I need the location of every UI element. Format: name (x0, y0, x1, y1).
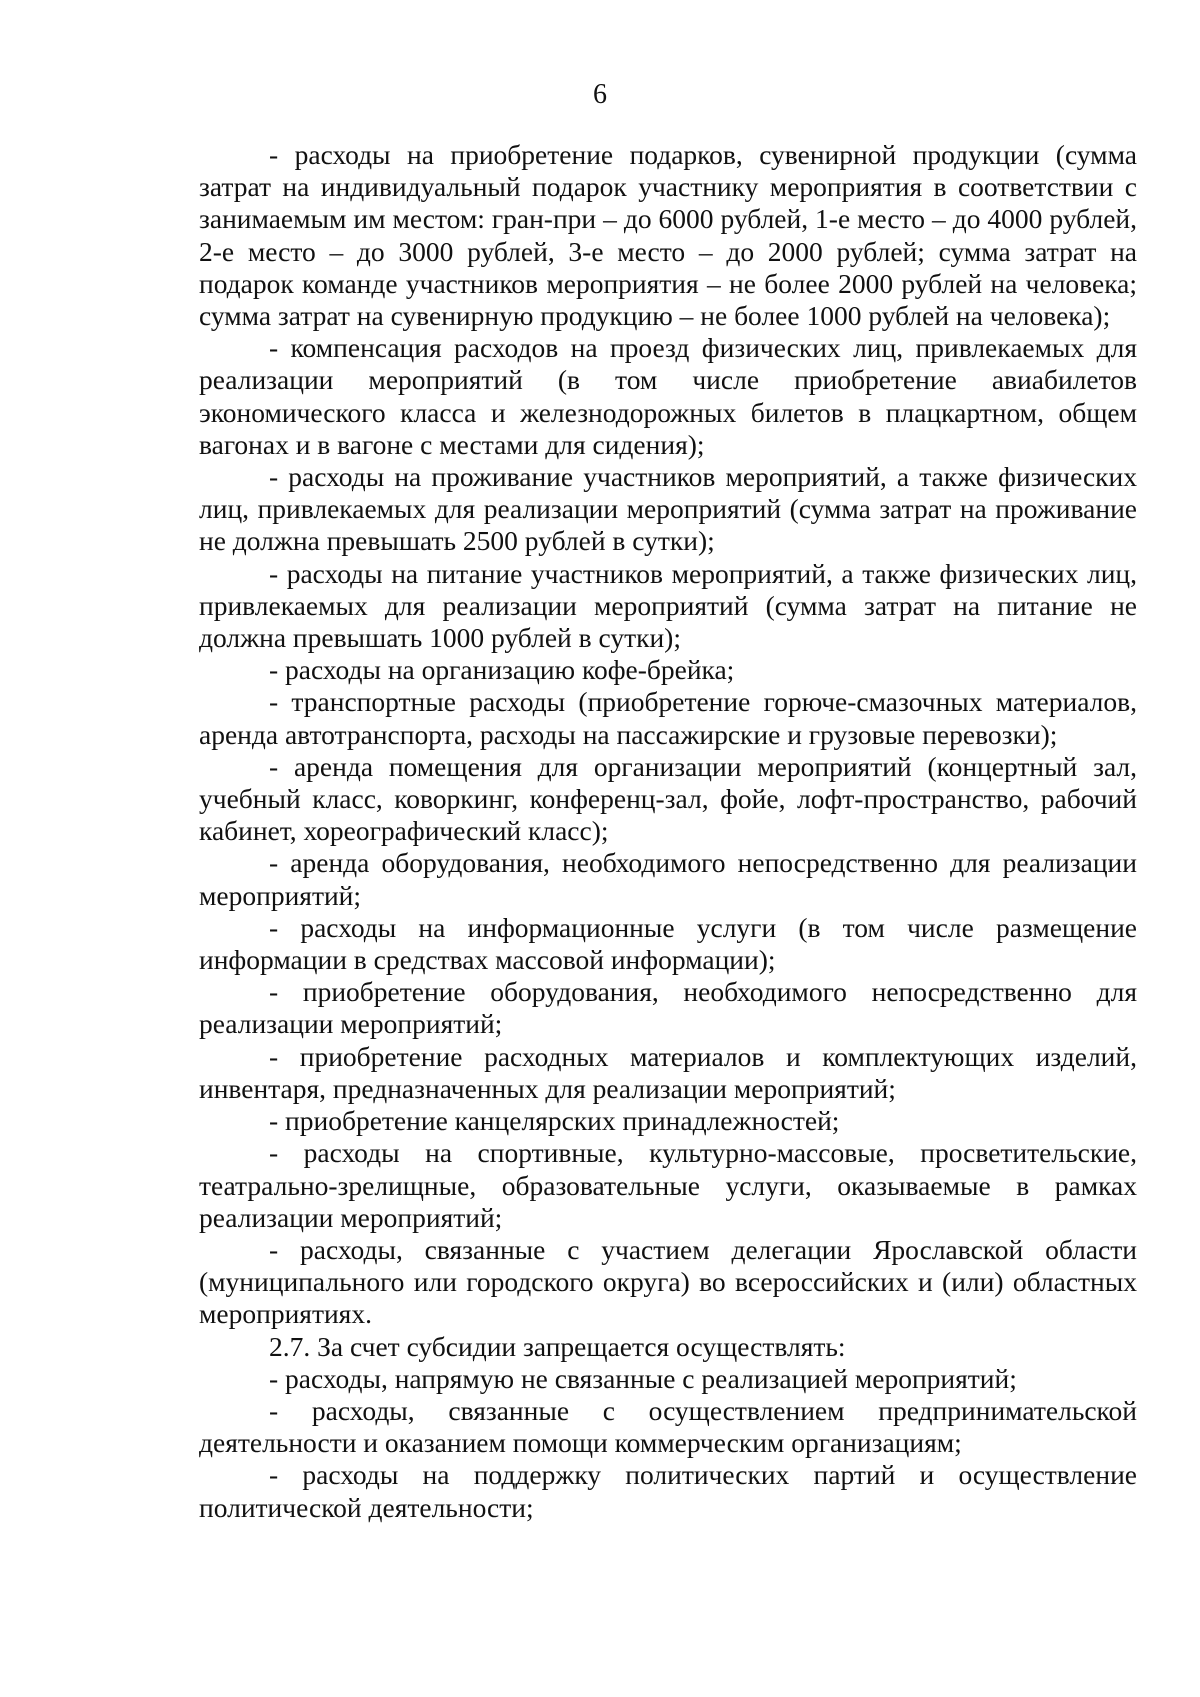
paragraph-stationery: - приобретение канцелярских принадлежностей; (269, 1105, 840, 1137)
paragraph-business-activity: - расходы, связанные с осуществлением предпринимательской деятельности и оказанием помощи коммерческим организациям; (199, 1394, 1137, 1459)
paragraph-consumables: - приобретение расходных материалов и комплектующих изделий, инвентаря, предназначенных для реализации мероприятий; (199, 1040, 1137, 1104)
paragraph-meals: - расходы на питание участников мероприятий, а также физических лиц, привлекаемых для реализации мероприятий (сумма затрат на питание не должна превышать 1000 рублей в сутки); (199, 557, 1137, 654)
paragraph-cultural-services: - расходы на спортивные, культурно-массовые, просветительские, театрально-зрелищные, образовательные услуги, оказываемые в рамках реализации мероприятий; (199, 1137, 1137, 1233)
paragraph-information-services: - расходы на информационные услуги (в том числе размещение информации в средствах массовой информации); (199, 911, 1137, 976)
paragraph-gifts-souvenirs: - расходы на приобретение подарков, сувенирной продукции (сумма затрат на индивидуальный подарок участнику мероприятия в соответствии с занимаемым им местом: гран-при – до 6000 рублей, 1-е место – до 4000 рублей, 2-е место – до 3000 рублей, 3-е место – до 2000 рублей; сумма затрат на подарок команде участников мероприятия – не более 2000 рублей на человека; сумма затрат на сувенирную продукцию – не более 1000 рублей на человека); (199, 139, 1137, 332)
document-body (199, 139, 1137, 1524)
paragraph-coffee-break: - расходы на организацию кофе-брейка; (269, 654, 735, 686)
page-number: 6 (593, 79, 607, 110)
paragraph-equipment-purchase: - приобретение оборудования, необходимого непосредственно для реализации мероприятий; (199, 976, 1137, 1040)
paragraph-transport: - транспортные расходы (приобретение горюче-смазочных материалов, аренда автотранспорта, расходы на пассажирские и грузовые перевозки); (199, 686, 1137, 750)
paragraph-travel-compensation: - компенсация расходов на проезд физических лиц, привлекаемых для реализации мероприятий (в том числе приобретение авиабилетов экономического класса и железнодорожных билетов в плацкартном, общем вагонах и в вагоне с местами для сидения); (199, 332, 1137, 460)
section-2-7-heading: 2.7. За счет субсидии запрещается осуществлять: (269, 1330, 846, 1362)
paragraph-political-activity: - расходы на поддержку политических партий и осуществление политической деятельности; (199, 1459, 1137, 1523)
paragraph-equipment-rent: - аренда оборудования, необходимого непосредственно для реализации мероприятий; (199, 847, 1137, 911)
paragraph-accommodation: - расходы на проживание участников мероприятий, а также физических лиц, привлекаемых для реализации мероприятий (сумма затрат на проживание не должна превышать 2500 рублей в сутки); (199, 461, 1137, 557)
paragraph-premises-rent: - аренда помещения для организации мероприятий (концертный зал, учебный класс, коворкинг, конференц-зал, фойе, лофт-пространство, рабочий кабинет, хореографический класс); (199, 750, 1137, 847)
paragraph-delegation: - расходы, связанные с участием делегации Ярославской области (муниципального или городского округа) во всероссийских и (или) областных мероприятиях. (199, 1233, 1137, 1330)
paragraph-unrelated-expenses: - расходы, напрямую не связанные с реализацией мероприятий; (269, 1362, 1017, 1394)
